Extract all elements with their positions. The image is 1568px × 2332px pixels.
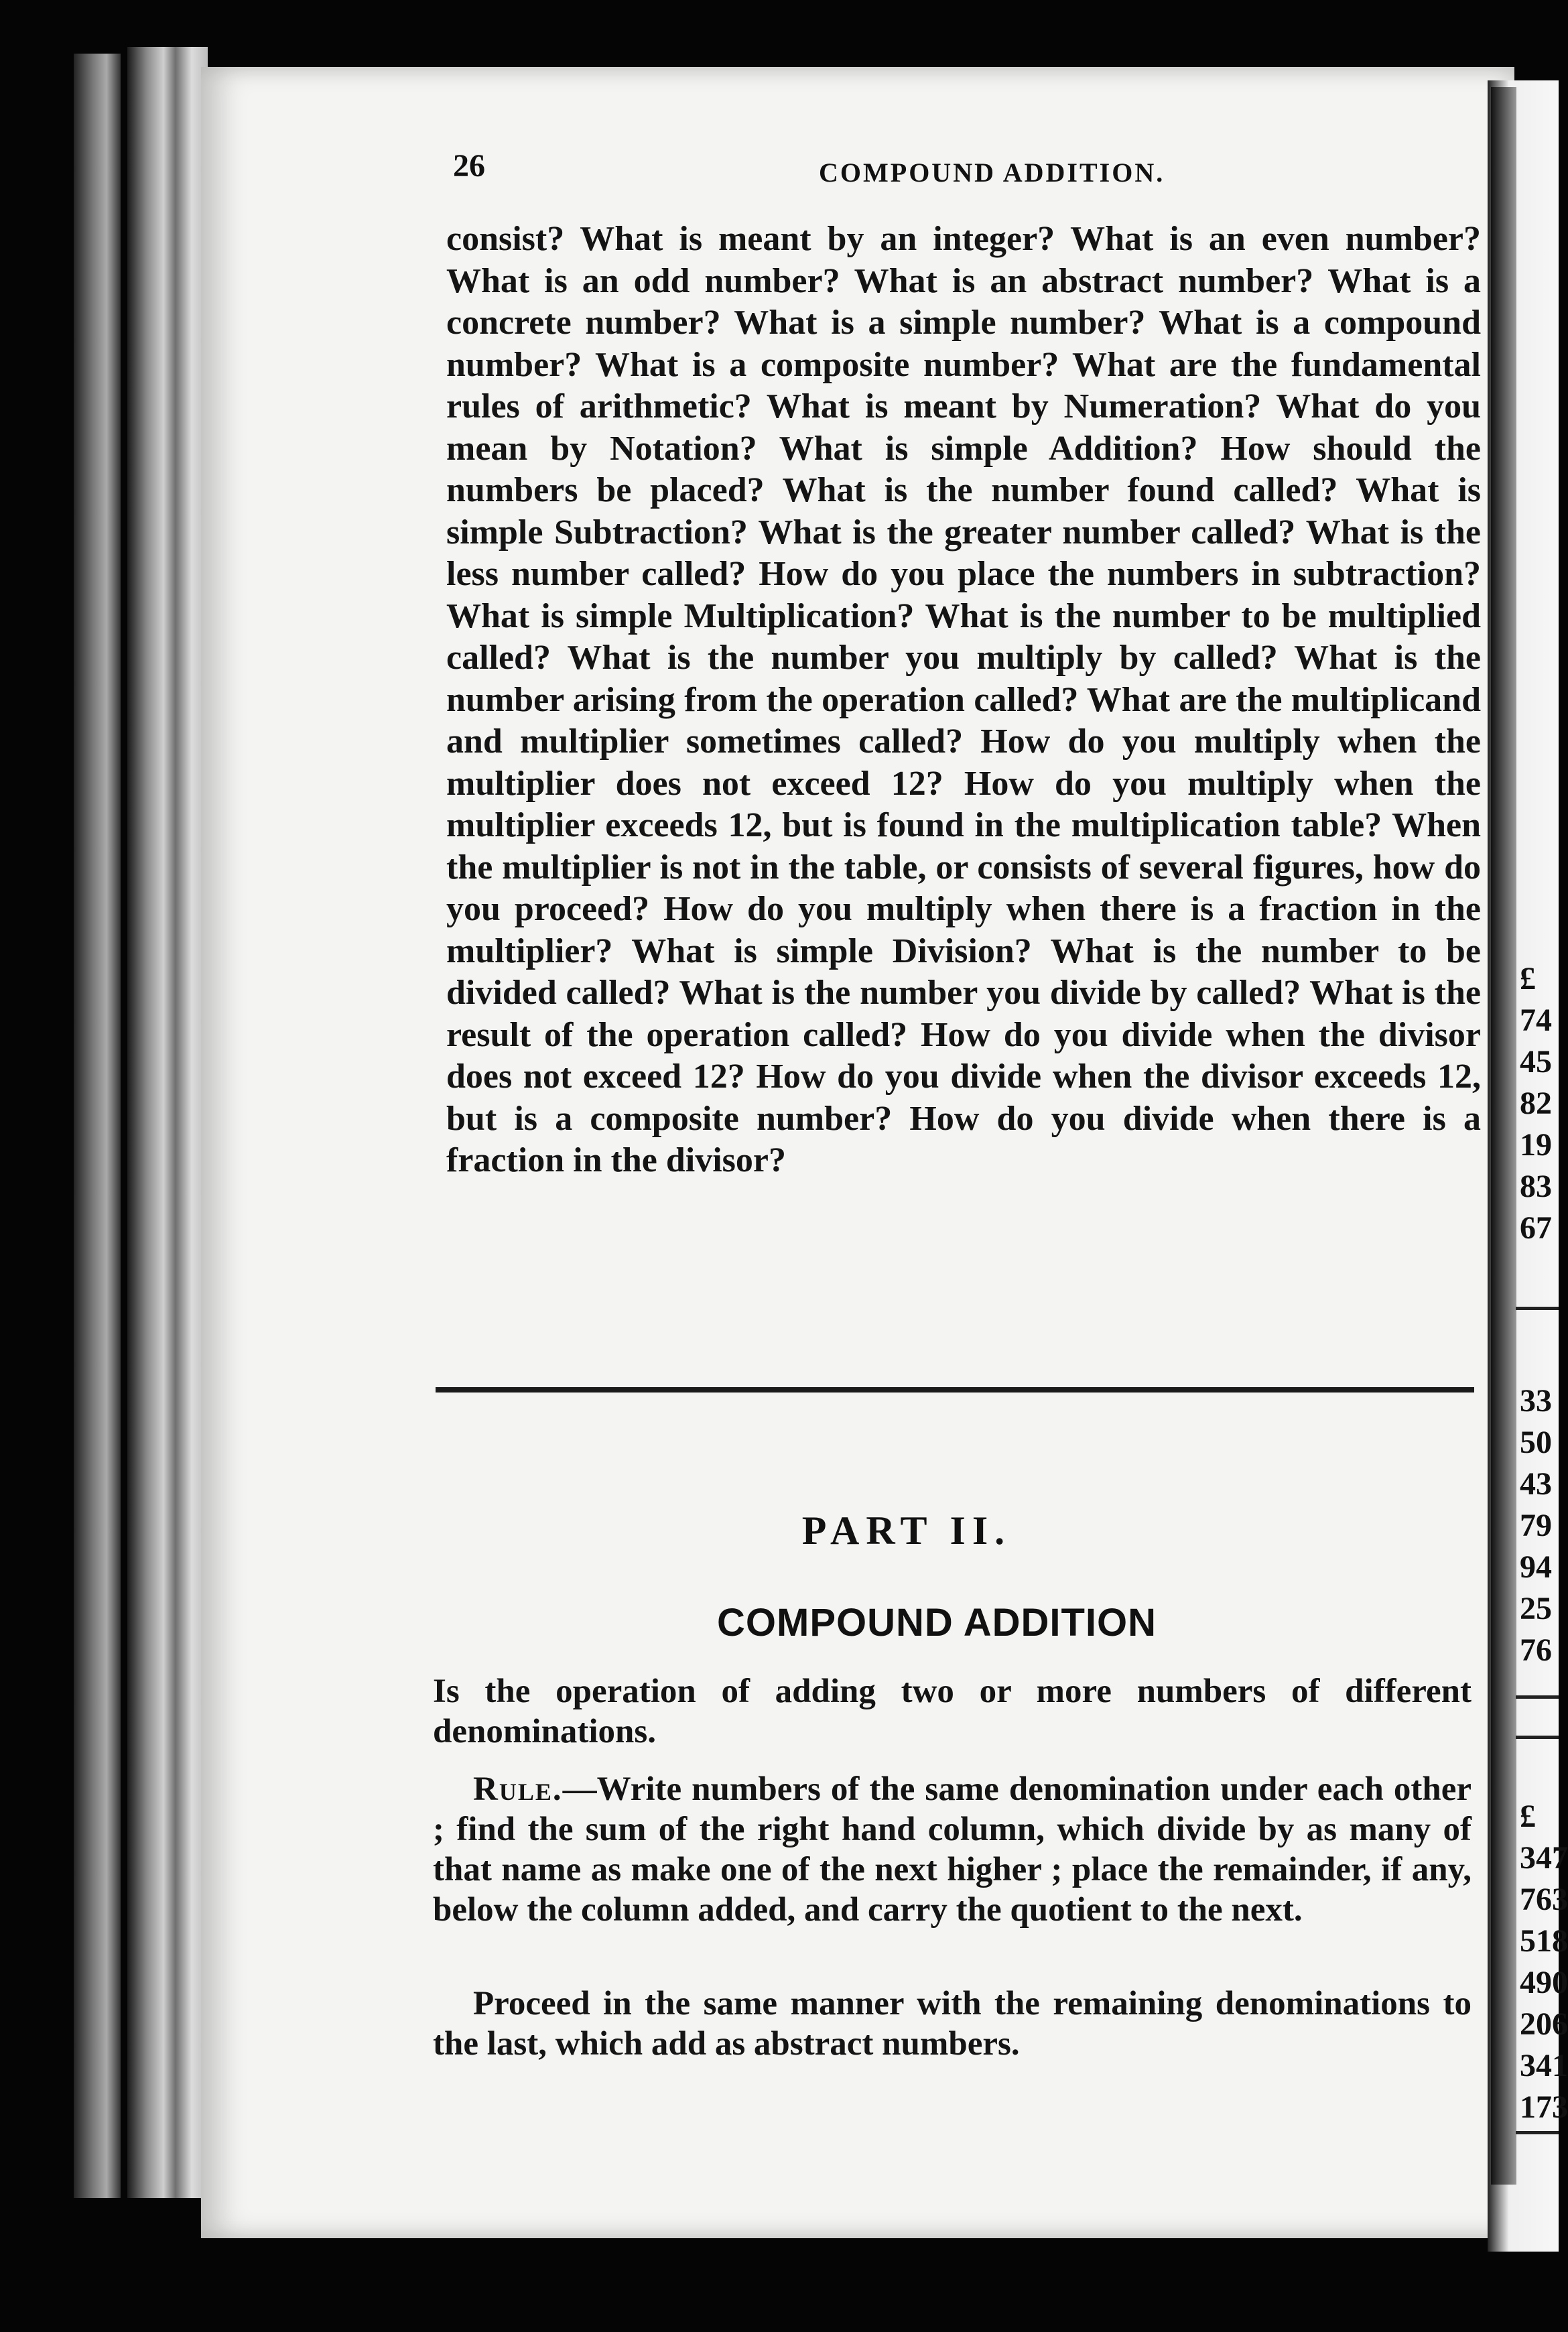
section-divider-rule (436, 1387, 1474, 1392)
facing-page-figure: 45 (1520, 1044, 1552, 1080)
part-heading: PART II. (801, 1508, 1012, 1553)
section-heading: COMPOUND ADDITION (717, 1601, 1157, 1644)
book-binding-edge (127, 47, 208, 2198)
page-number: 26 (453, 148, 485, 184)
facing-page-rule (1516, 1307, 1559, 1310)
facing-page-rule (1516, 1736, 1559, 1739)
facing-page-column-middle (1520, 1380, 1559, 1671)
definition-paragraph: Is the operation of adding two or more numbers of different denominations. (433, 1673, 1472, 1750)
running-head-title: COMPOUND ADDITION. (819, 157, 1165, 188)
facing-page-column-bottom (1520, 1796, 1568, 2128)
facing-page-figure: £ (1520, 961, 1536, 996)
facing-page-rule (1516, 1695, 1559, 1699)
facing-page-figure: 173 (1520, 2089, 1568, 2125)
facing-page-figure: 76 (1520, 1632, 1552, 1668)
facing-page-figure: 25 (1520, 1591, 1552, 1626)
facing-page-figure: 341 (1520, 2048, 1568, 2083)
facing-page-figure: 79 (1520, 1508, 1552, 1543)
facing-page-rule (1516, 2131, 1559, 2134)
facing-page-figure: 518 (1520, 1923, 1568, 1959)
facing-page-figure: 43 (1520, 1466, 1552, 1502)
facing-page-figure: 206 (1520, 2006, 1568, 2042)
facing-page-figure: 67 (1520, 1210, 1552, 1246)
rule-paragraph (433, 1769, 1472, 1930)
facing-page-figure: 83 (1520, 1169, 1552, 1204)
facing-page-figure: 50 (1520, 1425, 1552, 1460)
facing-page-figure: 94 (1520, 1549, 1552, 1585)
rule-body: —Write numbers of the same denomination under each other ; find the sum of the right hand column, which divide by as many of that name as make one of the next higher ; place the remainder, if any, below the column added, and carry the quotient to the next. (433, 1770, 1472, 1929)
rule-label: Rule. (473, 1770, 563, 1808)
facing-page-figure: 82 (1520, 1086, 1552, 1121)
page-gutter-shadow (1491, 87, 1516, 2185)
book-edge-outer (74, 54, 121, 2198)
facing-page-figure: 33 (1520, 1383, 1552, 1419)
facing-page-figure: 490 (1520, 1965, 1568, 2000)
facing-page-figure: 347 (1520, 1840, 1568, 1876)
facing-page-figure: 763 (1520, 1882, 1568, 1917)
facing-page-figure: £ (1520, 1799, 1536, 1834)
proceed-paragraph: Proceed in the same manner with the remaining denominations to the last, which add as abstract numbers. (433, 1985, 1472, 2063)
facing-page-figure: 74 (1520, 1002, 1552, 1038)
review-questions-paragraph: consist? What is meant by an integer? What is an even number? What is an odd number? What is an abstract number? What is a concrete number? What is a simple number? What is a compound number? What is a composite number? What are the fundamental rules of arithmetic? What is meant by Numeration? What do you mean by Notation? What is simple Addition? How should the numbers be placed? What is the number found called? What is simple Subtraction? What is the greater number called? What is the less number called? How do you place the numbers in subtraction? What is simple Multiplication? What is the number to be multiplied called? What is the number you multiply by called? What is the number arising from the operation called? What are the multiplicand and multiplier sometimes called? How do you multiply when the multiplier does not exceed 12? How do you multiply when the multiplier exceeds 12, but is found in the multiplication table? When the multiplier is not in the table, or consists of several figures, how do you proceed? How do you multiply when there is a fraction in the multiplier? What is simple Division? What is the number to be divided called? What is the number you divide by called? What is the result of the operation called? How do you divide when the divisor does not exceed 12? How do you divide when the divisor exceeds 12, but is a composite number? How do you divide when there is a fraction in the divisor? (446, 220, 1481, 1179)
facing-page-column-top (1520, 958, 1559, 1249)
facing-page-figure: 19 (1520, 1127, 1552, 1163)
